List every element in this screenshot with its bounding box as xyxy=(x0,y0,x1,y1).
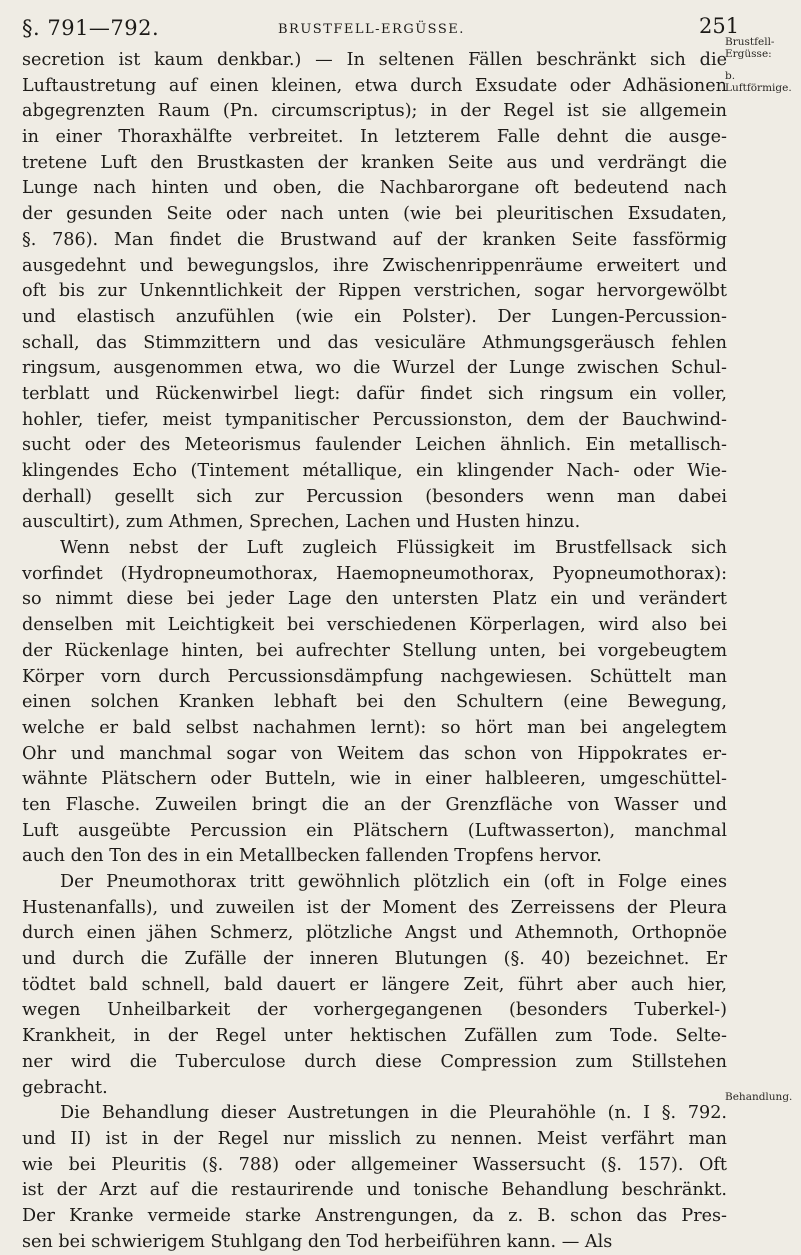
text-line: Die Behandlung dieser Austretungen in die Pleurahöhle (n. I §. 792. xyxy=(60,1103,727,1124)
text-line: vorfindet (Hydropneumothorax, Haemopneumothorax, Pyopneumothorax): xyxy=(22,563,727,584)
text-line: und durch die Zufälle der inneren Blutungen (§. 40) bezeichnet. Er xyxy=(22,949,727,970)
text-line: in einer Thoraxhälfte verbreitet. In letzterem Falle dehnt die ausge- xyxy=(22,127,727,148)
text-line: Hustenanfalls), und zuweilen ist der Moment des Zerreissens der Pleura xyxy=(22,897,727,918)
text-line: gebracht. xyxy=(22,1077,108,1098)
text-line: welche er bald selbst nachahmen lernt): so hört man bei angelegtem xyxy=(22,717,727,738)
margin-note-behandlung xyxy=(725,1091,792,1103)
text-line: einen solchen Kranken lebhaft bei den Schultern (eine Bewegung, xyxy=(22,692,727,713)
text-line: und elastisch anzufühlen (wie ein Polster). Der Lungen-Percussion- xyxy=(22,306,727,327)
text-line: §. 786). Man findet die Brustwand auf der kranken Seite fassförmig xyxy=(22,229,727,250)
text-line: so nimmt diese bei jeder Lage den untersten Platz ein und verändert xyxy=(22,589,727,610)
text-line: der gesunden Seite oder nach unten (wie bei pleuritischen Exsudaten, xyxy=(22,204,727,225)
text-line: ausgedehnt und bewegungslos, ihre Zwischenrippenräume erweitert und xyxy=(22,255,727,276)
text-line: auch den Ton des in ein Metallbecken fallenden Tropfens hervor. xyxy=(22,846,602,867)
text-line: denselben mit Leichtigkeit bei verschiedenen Körperlagen, wird also bei xyxy=(22,615,727,636)
margin-note-line: Behandlung. xyxy=(725,1091,793,1103)
running-title: BRUSTFELL-ERGÜSSE. xyxy=(278,22,465,37)
text-line: ner wird die Tuberculose durch diese Compression zum Stillstehen xyxy=(22,1051,727,1072)
text-line: durch einen jähen Schmerz, plötzliche Angst und Athemnoth, Orthopnöe xyxy=(22,923,727,944)
section-reference: §. 791—792. xyxy=(22,16,160,40)
text-line: secretion ist kaum denkbar.) — In seltenen Fällen beschränkt sich die xyxy=(22,50,727,70)
text-line: Wenn nebst der Luft zugleich Flüssigkeit im Brustfellsack sich xyxy=(60,538,727,559)
margin-note-line: Brustfell- xyxy=(725,36,775,48)
text-line: schall, das Stimmzittern und das vesiculäre Athmungsgeräusch fehlen xyxy=(22,332,727,353)
text-line: sen bei schwierigem Stuhlgang den Tod herbeiführen kann. — Als xyxy=(22,1231,613,1252)
text-line: wähnte Plätschern oder Butteln, wie in einer halbleeren, umgeschüttel- xyxy=(22,769,727,790)
margin-note-line: Luftförmige. xyxy=(725,82,792,94)
margin-note-brustfell xyxy=(725,36,774,60)
text-line: wegen Unheilbarkeit der vorhergegangenen (besonders Tuberkel-) xyxy=(22,1000,727,1021)
margin-note-luftfoermige xyxy=(725,70,792,94)
text-line: auscultirt), zum Athmen, Sprechen, Lachen und Husten hinzu. xyxy=(22,512,581,533)
text-line: klingendes Echo (Tintement métallique, ein klingender Nach- oder Wie- xyxy=(22,461,727,481)
text-line: Körper vorn durch Percussionsdämpfung nachgewiesen. Schüttelt man xyxy=(22,666,727,687)
text-line: terblatt und Rückenwirbel liegt: dafür findet sich ringsum ein voller, xyxy=(22,383,727,404)
text-line: ten Flasche. Zuweilen bringt die an der Grenzfläche von Wasser und xyxy=(22,794,727,815)
text-line: oft bis zur Unkenntlichkeit der Rippen verstrichen, sogar hervorgewölbt xyxy=(22,281,727,302)
body-text xyxy=(22,48,727,1255)
text-line: hohler, tiefer, meist tympanitischer Percussionston, dem der Bauchwind- xyxy=(22,409,727,430)
text-line: und II) ist in der Regel nur misslich zu nennen. Meist verfährt man xyxy=(22,1128,727,1149)
margin-note-line: b. xyxy=(725,70,736,82)
text-line: abgegrenzten Raum (Pn. circumscriptus); in der Regel ist sie allgemein xyxy=(22,101,727,122)
text-line: Luft ausgeübte Percussion ein Plätschern (Luftwasserton), manchmal xyxy=(22,820,727,841)
text-line: Ohr und manchmal sogar von Weitem das schon von Hippokrates er- xyxy=(22,743,727,764)
text-line: Lunge nach hinten und oben, die Nachbarorgane oft bedeutend nach xyxy=(22,178,727,199)
text-line: Krankheit, in der Regel unter hektischen Zufällen zum Tode. Selte- xyxy=(22,1026,727,1047)
text-line: Der Pneumothorax tritt gewöhnlich plötzlich ein (oft in Folge eines xyxy=(60,872,727,892)
text-line: wie bei Pleuritis (§. 788) oder allgemeiner Wassersucht (§. 157). Oft xyxy=(22,1154,727,1175)
margin-note-line: Ergüsse: xyxy=(725,48,772,60)
text-line: tödtet bald schnell, bald dauert er längere Zeit, führt aber auch hier, xyxy=(22,974,727,995)
text-line: Der Kranke vermeide starke Anstrengungen, da z. B. schon das Pres- xyxy=(22,1205,727,1226)
page-number: 251 xyxy=(699,14,740,38)
text-line: derhall) gesellt sich zur Percussion (besonders wenn man dabei xyxy=(22,486,727,507)
text-line: ringsum, ausgenommen etwa, wo die Wurzel der Lunge zwischen Schul- xyxy=(22,358,727,379)
text-line: ist der Arzt auf die restaurirende und tonische Behandlung beschränkt. xyxy=(22,1180,727,1201)
text-line: sucht oder des Meteorismus faulender Leichen ähnlich. Ein metallisch- xyxy=(22,435,727,456)
text-line: tretene Luft den Brustkasten der kranken Seite aus und verdrängt die xyxy=(22,152,727,173)
text-line: der Rückenlage hinten, bei aufrechter Stellung unten, bei vorgebeugtem xyxy=(22,640,727,661)
text-line: Luftaustretung auf einen kleinen, etwa durch Exsudate oder Adhäsionen xyxy=(22,75,727,96)
